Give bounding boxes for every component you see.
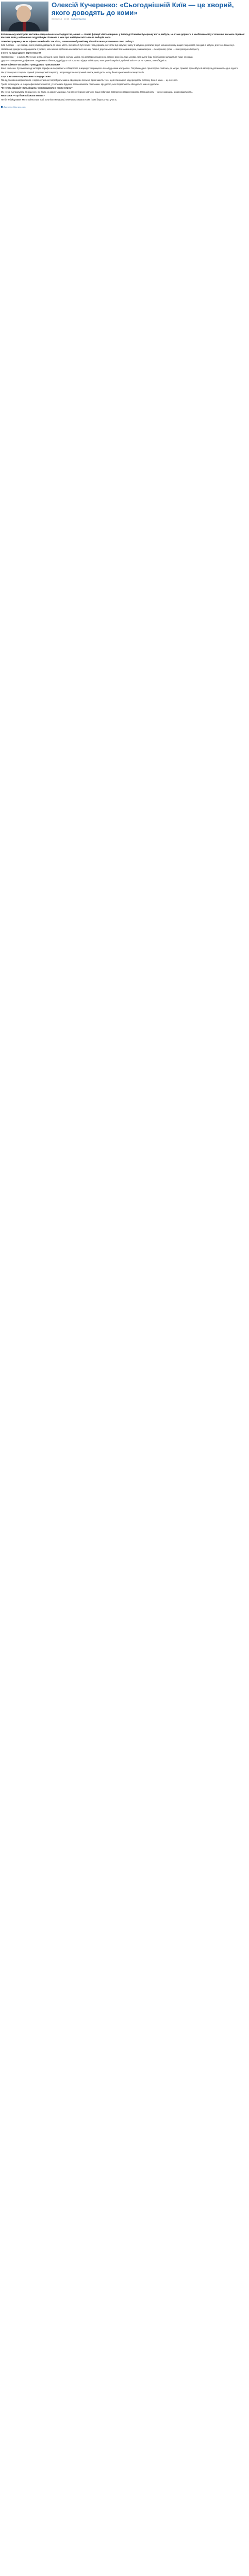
- interview-answer: Новій владі доведеться працювати в умовах, коли кожна проблема накладається на іншу. Ремонт доріг неможливий без заміни мереж, заміна мереж — без грошей, гроші — без прозорого бюджету.: [1, 47, 200, 50]
- site-logo-icon: [1, 106, 3, 108]
- interview-answer: Понад половина мереж тепло- і водопостачання потребують заміни. Щороку ми латаємо дірки замість того, щоб планомірно модернізувати систему. Кожна зима — це лотерея.: [1, 79, 178, 82]
- interview-answer: Треба переходити на енергоефективні технології, утеплювати будинки, встановлювати лічильники. Це дорого, але бездіяльність обходиться значно дорожче.: [1, 82, 159, 86]
- interview-question: А що з житлово-комунальним господарством?: [1, 75, 52, 78]
- interview-answer: Київ сьогодні — це хворий, якого роками доводили до коми. Місто, яке мало б бути обличчям держави, потерпає від корупції, хаосу в забудові, розбитих доріг, зношених комунікацій і бюрократії, яка давно забула, для чого вона існує.: [1, 44, 235, 47]
- article-body: [0, 40, 249, 101]
- article-time: 10:25: [64, 18, 70, 20]
- article-header: [0, 0, 249, 31]
- article-author-link[interactable]: Кабмін Україна: [71, 18, 86, 20]
- article-date: 09.06.2014: [52, 18, 62, 20]
- interview-answer: Не бути байдужими. Місто змінюється тоді, коли його мешканці починають вимагати змін і самі беруть у них участь.: [1, 98, 118, 101]
- article-lead: Колишньому міністрові житлово-комунального господарства, а нині — голові фракції «Батьківщина» у Київраді Олексію Кучеренку ніхто, мабуть, не стане дорікати в необізнаності у столичних міських справах: він знає Київ у найменших подробицях. Розмова з ним про майбутнє міста після виборів мера.: [1, 33, 245, 39]
- interview-question: Олексію Кучеренку, як ви оцінюєте нинішній стан міста, з яким новообраний мер Віталій Кличко розпочинає свою роботу?: [1, 40, 134, 43]
- interview-answer: Ми пропонуємо створити єдиний транспортний оператор і запровадити електронний квиток, який дасть змогу бачити реальний пасажиропотік.: [1, 71, 145, 74]
- interview-question: З чого, на вашу думку, варто почати?: [1, 52, 41, 55]
- interview-answer: Ми готові підтримувати всі рішення, які йдуть на користь киянам. Але ми не будемо мовчати, якщо побачимо повторення старих помилок. Опозиційність — це не самоціль, а відповідальність.: [1, 90, 193, 93]
- photo-tie: [23, 22, 26, 31]
- article-footer: [0, 103, 249, 109]
- interview-question: Чи готова фракція «Батьківщина» співпрацювати з новим мером?: [1, 87, 73, 90]
- article-page: [0, 0, 249, 120]
- header-text: [48, 2, 248, 31]
- interview-answer: Вона критична. Рухомий склад застарів, тарифи не покривають собівартості, а маршрутки працюють поза будь-яким контролем. Потрібна єдина транспортна політика, де метро, трамваї, тролейбуси й автобуси доповнюють одне одного.: [1, 67, 239, 70]
- bottom-space: [0, 109, 249, 120]
- interview-answer: Насамперед — з аудиту. Місто має знати, скільки в нього боргів, скільки майна, які договори укладено за останні роки і на яких умовах. Без цього будь-які обіцянки залишаться лише словами.: [1, 55, 193, 58]
- interview-question: Наостанок — що б ви побажали киянам?: [1, 94, 45, 97]
- article-meta: [52, 18, 248, 20]
- article-title: Олексій Кучеренко: «Сьогоднішній Київ — це хворий, якого доводять до коми»: [52, 1, 234, 16]
- photo-face: [16, 6, 31, 22]
- interview-question: Як ви оцінюєте ситуацію з громадським транспортом?: [1, 63, 60, 66]
- interview-answer: Друге — повернення довіри киян. Люди мають бачити, куди йдуть їхні податки. Відкритий бюджет, електронні закупівлі, публічні звіти — це не примха, а необхідність.: [1, 59, 168, 62]
- author-photo: [1, 2, 48, 31]
- source-link[interactable]: Джерело: Kiev-pro.com: [4, 105, 26, 108]
